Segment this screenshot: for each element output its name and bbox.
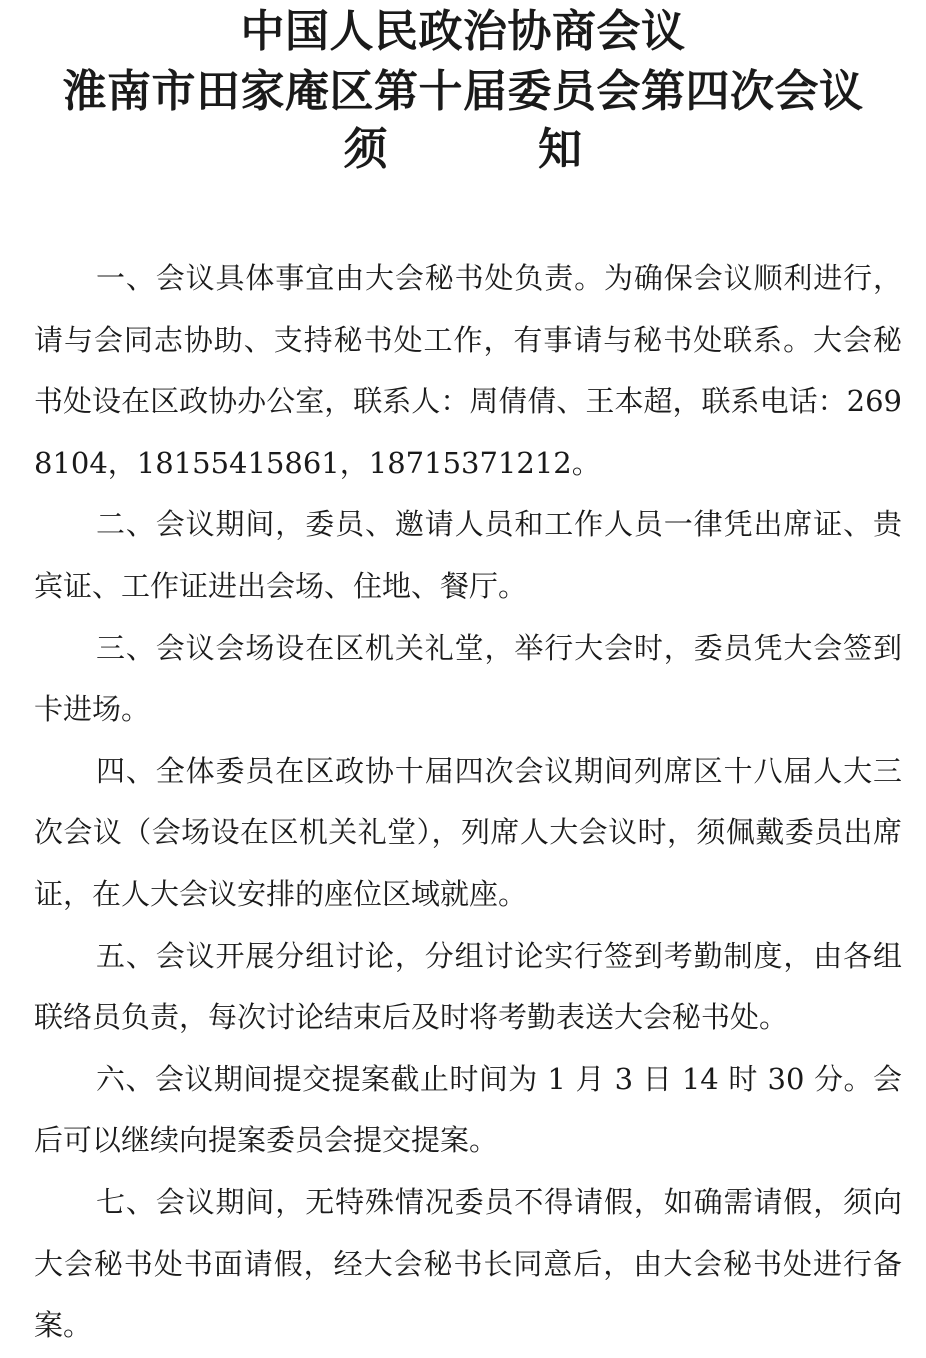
title-char-zhi: 知 — [538, 124, 583, 175]
title-line-1: 中国人民政治协商会议 — [240, 6, 686, 57]
title-char-xu: 须 — [343, 124, 388, 175]
paragraph-3: 三、会议会场设在区机关礼堂，举行大会时，委员凭大会签到卡进场。 — [34, 630, 902, 727]
paragraph-6: 六、会议期间提交提案截止时间为 1 月 3 日 14 时 30 分。会后可以继续向提案委员会提交提案。 — [34, 1061, 902, 1158]
title-line-2: 淮南市田家庵区第十届委员会第四次会议 — [62, 66, 864, 117]
paragraph-2: 二、会议期间，委员、邀请人员和工作人员一律凭出席证、贵宾证、工作证进出会场、住地、餐厅。 — [34, 507, 902, 603]
paragraph-1: 一、会议具体事宜由大会秘书处负责。为确保会议顺利进行，请与会同志协助、支持秘书处工作，有事请与秘书处联系。大会秘书处设在区政协办公室，联系人：周倩倩、王本超，联系电话：2698104，18155415861，18715371212。 — [34, 261, 902, 480]
title-line-3 — [0, 120, 926, 180]
paragraph-7: 七、会议期间，无特殊情况委员不得请假，如确需请假，须向大会秘书处书面请假，经大会秘书长同意后，由大会秘书处进行备案。 — [34, 1184, 902, 1343]
paragraph-5: 五、会议开展分组讨论，分组讨论实行签到考勤制度，由各组联络员负责，每次讨论结束后及时将考勤表送大会秘书处。 — [34, 938, 902, 1035]
notice-body — [34, 248, 902, 1357]
paragraph-4: 四、全体委员在区政协十届四次会议期间列席区十八届人大三次会议（会场设在区机关礼堂），列席人大会议时，须佩戴委员出席证，在人大会议安排的座位区域就座。 — [34, 753, 902, 911]
